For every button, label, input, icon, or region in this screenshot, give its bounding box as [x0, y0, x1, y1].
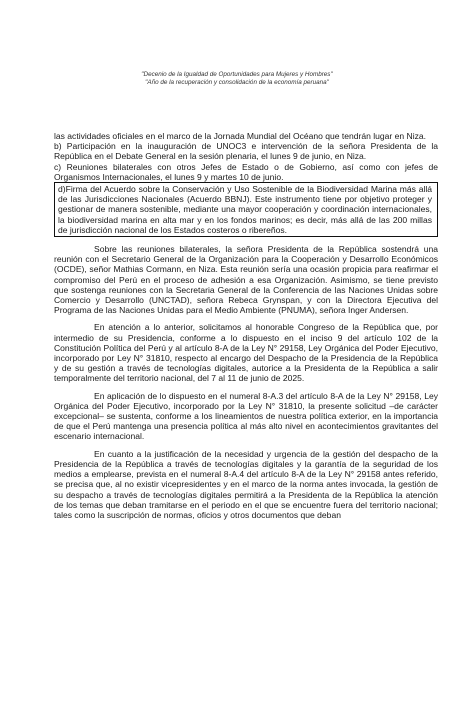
intro-text: las actividades oficiales en el marco de la Jornada Mundial del Océano que tendrán lugar en Niza. — [54, 131, 427, 141]
paragraph-application: En aplicación de lo dispuesto en el numeral 8-A.3 del artículo 8-A de la Ley N° 29158, Ley Orgánica del Poder Ejecutivo, incorporado por la Ley N° 31810, la presente solicitud –de carácter excepcional– se sustenta, conforme a los lineamientos de nuestra política exterior, en la importancia de que el Perú mantenga una presencia política al más alto nivel en acontecimientos gravitantes del escenario internacional. — [54, 390, 438, 442]
list-item-b: b) Participación en la inauguración de UNOC3 e intervención de la señora Presidenta de la República en el Debate General en la sesión plenaria, el lunes 9 de junio, en Niza. — [54, 141, 438, 162]
list-item-c: c) Reuniones bilaterales con otros Jefes de Estado o de Gobierno, así como con jefes de Organismos Internacionales, el lunes 9 y martes 10 de junio. — [54, 161, 438, 182]
paragraph-bilateral-meetings: Sobre las reuniones bilaterales, la señora Presidenta de la República sostendrá una reunión con el Secretario General de la Organización para la Cooperación y Desarrollo Económicos (OCDE), señor Mathias Cormann, en Niza. Esta reunión sería una ocasión propicia para reafirmar el compromiso del Perú en el proceso de adhesión a esa Organización. Asimismo, se tiene previsto que sostenga reuniones con la Secretaria General de la Conferencia de las Naciones Unidas sobre Comercio y Desarrollo (UNCTAD), señora Rebeca Grynspan, y con la Directora Ejecutiva del Programa de las Naciones Unidas para el Medio Ambiente (PNUMA), señora Inger Andersen. — [54, 244, 438, 316]
header-mottos — [0, 71, 474, 87]
decade-motto: "Decenio de la Igualdad de Oportunidades para Mujeres y Hombres" — [141, 71, 333, 78]
paragraph-justification: En cuanto a la justificación de la necesidad y urgencia de la gestión del despacho de la Presidencia de la República a través de tecnologías digitales y la garantía de la seguridad de los medios a emplearse, prevista en el numeral 8-A.4 del artículo 8-A de la Ley N° 29158 antes referido, se precisa que, al no existir vicepresidentes y en el marco de la norma antes invocada, la gestión de su despacho a través de tecnologías digitales permitirá a la Presidenta de la República la atención de los temas que deban tramitarse en el periodo en el que se encuentre fuera del territorio nacional; tales como la suscripción de normas, oficios y otros documentos que deban — [54, 448, 438, 520]
paragraph-congress-request: En atención a lo anterior, solicitamos al honorable Congreso de la República que, por intermedio de su Presidencia, conforme a lo dispuesto en el inciso 9 del artículo 102 de la Constitución Política del Perú y al artículo 8-A de la Ley N° 29158, Ley Orgánica del Poder Ejecutivo, incorporado por Ley N° 31810, respecto al encargo del Despacho de la Presidencia de la República y de su gestión a través de tecnologías digitales, autorice a la Presidenta de la República a salir temporalmente del territorio nacional, del 7 al 11 de junio de 2025. — [54, 322, 438, 384]
document-body — [54, 131, 438, 520]
list-item-d-highlighted: d)Firma del Acuerdo sobre la Conservación y Uso Sostenible de la Biodiversidad Marina más allá de las Jurisdicciones Nacionales (Acuerdo BBNJ). Este instrumento tiene por objetivo proteger y gestionar de manera sostenible, mediante una mayor cooperación y coordinación internacionales, la biodiversidad marina en alta mar y en los fondos marinos; es decir, más allá de las 200 millas de jurisdicción nacional de los Estados costeros o ribereños. — [54, 182, 438, 237]
year-motto: "Año de la recuperación y consolidación de la economía peruana" — [145, 79, 329, 86]
